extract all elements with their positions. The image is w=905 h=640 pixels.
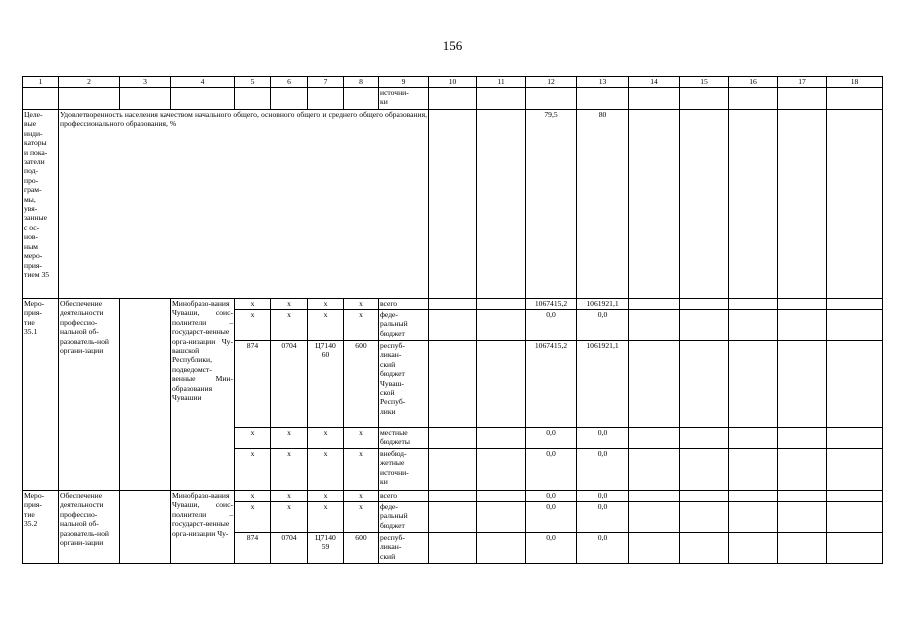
measure-name: Обеспечение деятельности профессио-нальной об-разователь-ной органи-зации [59,491,120,564]
column-header-8: 8 [344,77,379,88]
empty-cell [429,491,477,502]
column-header-10: 10 [429,77,477,88]
empty-cell [477,341,526,428]
empty-cell [680,341,729,428]
empty-cell [778,502,827,533]
csr-cell: x [308,299,344,310]
empty-cell [729,533,778,564]
rzpr-cell: x [271,502,308,533]
rzpr-cell: x [271,449,308,491]
value-12-cell: 1067415,2 [526,299,577,310]
value-13-cell: 0,0 [577,502,629,533]
rzpr-cell: 0704 [271,341,308,428]
rzpr-cell: x [271,491,308,502]
source-cell: респуб- ликан- ский бюджет Чуваш- ской Респуб- лики [379,341,429,428]
kfsr-cell: 874 [235,341,271,428]
empty-cell [729,310,778,341]
empty-cell [429,310,477,341]
empty-cell [778,310,827,341]
empty-cell [680,428,729,449]
empty-cell [778,341,827,428]
empty-cell [477,533,526,564]
source-cell: всего [379,491,429,502]
value-13-cell: 0,0 [577,491,629,502]
empty-cell [827,299,883,310]
vr-cell: 600 [344,533,379,564]
value-13-cell: 1061921,1 [577,341,629,428]
rzpr-cell: x [271,310,308,341]
column-header-5: 5 [235,77,271,88]
value-12-cell: 0,0 [526,428,577,449]
measure-label: Меро- прия- тие 35.1 [23,299,59,491]
indicator-value-12: 79,5 [526,110,577,299]
column-header-6: 6 [271,77,308,88]
empty-cell [629,449,680,491]
column-header-13: 13 [577,77,629,88]
empty-cell [827,310,883,341]
empty-cell [778,449,827,491]
rzpr-cell: x [271,428,308,449]
empty-cell [629,428,680,449]
csr-cell: x [308,428,344,449]
empty-cell [778,428,827,449]
column-header-11: 11 [477,77,526,88]
empty-cell [778,533,827,564]
csr-cell: Ц7140 59 [308,533,344,564]
empty-cell [429,299,477,310]
kfsr-cell: x [235,310,271,341]
empty-cell [680,533,729,564]
empty-cell [680,449,729,491]
column-header-9: 9 [379,77,429,88]
value-13-cell: 0,0 [577,533,629,564]
source-cell: феде- ральный бюджет [379,502,429,533]
empty-cell [477,299,526,310]
empty-cell [629,533,680,564]
empty-cell [429,449,477,491]
measure-executor: Минобразо-вания Чуваши, соис-полнители – государст-венные орга-низации Чу-вашской Республики, подведомст-венные Мин-образования Чувашии [171,299,235,491]
csr-cell: x [308,491,344,502]
indicator-label: Целе- вые инди- каторы и пока- затели под- про- грам- мы, увя- занные с ос- нов- ным меро- прия- тием 35 [23,110,59,299]
empty-cell [680,310,729,341]
indicator-row [23,110,883,299]
kfsr-cell: x [235,491,271,502]
source-cell: всего [379,299,429,310]
empty-cell [827,428,883,449]
vr-cell: x [344,428,379,449]
measure-row [23,299,883,310]
rzpr-cell: 0704 [271,533,308,564]
indicator-value-13: 80 [577,110,629,299]
column-header-15: 15 [680,77,729,88]
empty-cell [729,299,778,310]
measure-row [23,491,883,502]
empty-cell [827,502,883,533]
vr-cell: 600 [344,341,379,428]
column-header-17: 17 [778,77,827,88]
empty-cell [778,491,827,502]
empty-cell [629,491,680,502]
empty-cell [629,299,680,310]
empty-cell [827,341,883,428]
empty-cell [778,299,827,310]
kfsr-cell: x [235,449,271,491]
measure-executor: Минобразо-вания Чуваши, соис-полнители – государст-венные орга-низации Чу- [171,491,235,564]
column-header-7: 7 [308,77,344,88]
continuation-row [23,88,883,110]
value-13-cell: 0,0 [577,428,629,449]
measure-name: Обеспечение деятельности профессио-нальной об-разователь-ной органи-зации [59,299,120,491]
empty-cell [680,502,729,533]
budget-table [22,76,883,564]
empty-cell [680,299,729,310]
empty-cell [629,310,680,341]
column-header-14: 14 [629,77,680,88]
empty-cell [429,428,477,449]
indicator-text: Удовлетворенность населения качеством начального общего, основного общего и среднего общего образования, профессионального образования, % [59,110,429,299]
value-12-cell: 0,0 [526,449,577,491]
csr-cell: x [308,502,344,533]
empty-cell [629,341,680,428]
vr-cell: x [344,449,379,491]
empty-cell [729,491,778,502]
empty-cell [477,502,526,533]
empty-cell [477,310,526,341]
value-12-cell: 1067415,2 [526,341,577,428]
empty-cell [827,533,883,564]
empty-cell [729,341,778,428]
empty-cell [429,502,477,533]
source-cell: источни- ки [379,88,429,110]
source-cell: респуб- ликан- ский [379,533,429,564]
empty-cell [429,533,477,564]
kfsr-cell: 874 [235,533,271,564]
empty-cell [629,502,680,533]
csr-cell: Ц7140 60 [308,341,344,428]
source-cell: местные бюджеты [379,428,429,449]
kfsr-cell: x [235,502,271,533]
empty-cell [429,341,477,428]
vr-cell: x [344,299,379,310]
value-12-cell: 0,0 [526,491,577,502]
page-number: 156 [442,38,463,53]
value-12-cell: 0,0 [526,502,577,533]
column-header-row [23,77,883,88]
empty-cell [729,502,778,533]
value-13-cell: 0,0 [577,310,629,341]
empty-cell [477,449,526,491]
vr-cell: x [344,310,379,341]
column-header-4: 4 [171,77,235,88]
column-header-12: 12 [526,77,577,88]
column-header-2: 2 [59,77,120,88]
measure-label: Меро- прия- тие 35.2 [23,491,59,564]
csr-cell: x [308,449,344,491]
column-header-1: 1 [23,77,59,88]
empty-cell [827,449,883,491]
csr-cell: x [308,310,344,341]
source-cell: феде- ральный бюджет [379,310,429,341]
empty-cell [729,428,778,449]
source-cell: внебюд- жетные источни- ки [379,449,429,491]
kfsr-cell: x [235,299,271,310]
value-12-cell: 0,0 [526,533,577,564]
column-header-18: 18 [827,77,883,88]
rzpr-cell: x [271,299,308,310]
value-13-cell: 0,0 [577,449,629,491]
empty-cell [729,449,778,491]
kfsr-cell: x [235,428,271,449]
vr-cell: x [344,491,379,502]
column-header-16: 16 [729,77,778,88]
value-13-cell: 1061921,1 [577,299,629,310]
column-header-3: 3 [120,77,171,88]
empty-cell [477,428,526,449]
empty-cell [827,491,883,502]
empty-cell [477,491,526,502]
vr-cell: x [344,502,379,533]
empty-cell [680,491,729,502]
value-12-cell: 0,0 [526,310,577,341]
